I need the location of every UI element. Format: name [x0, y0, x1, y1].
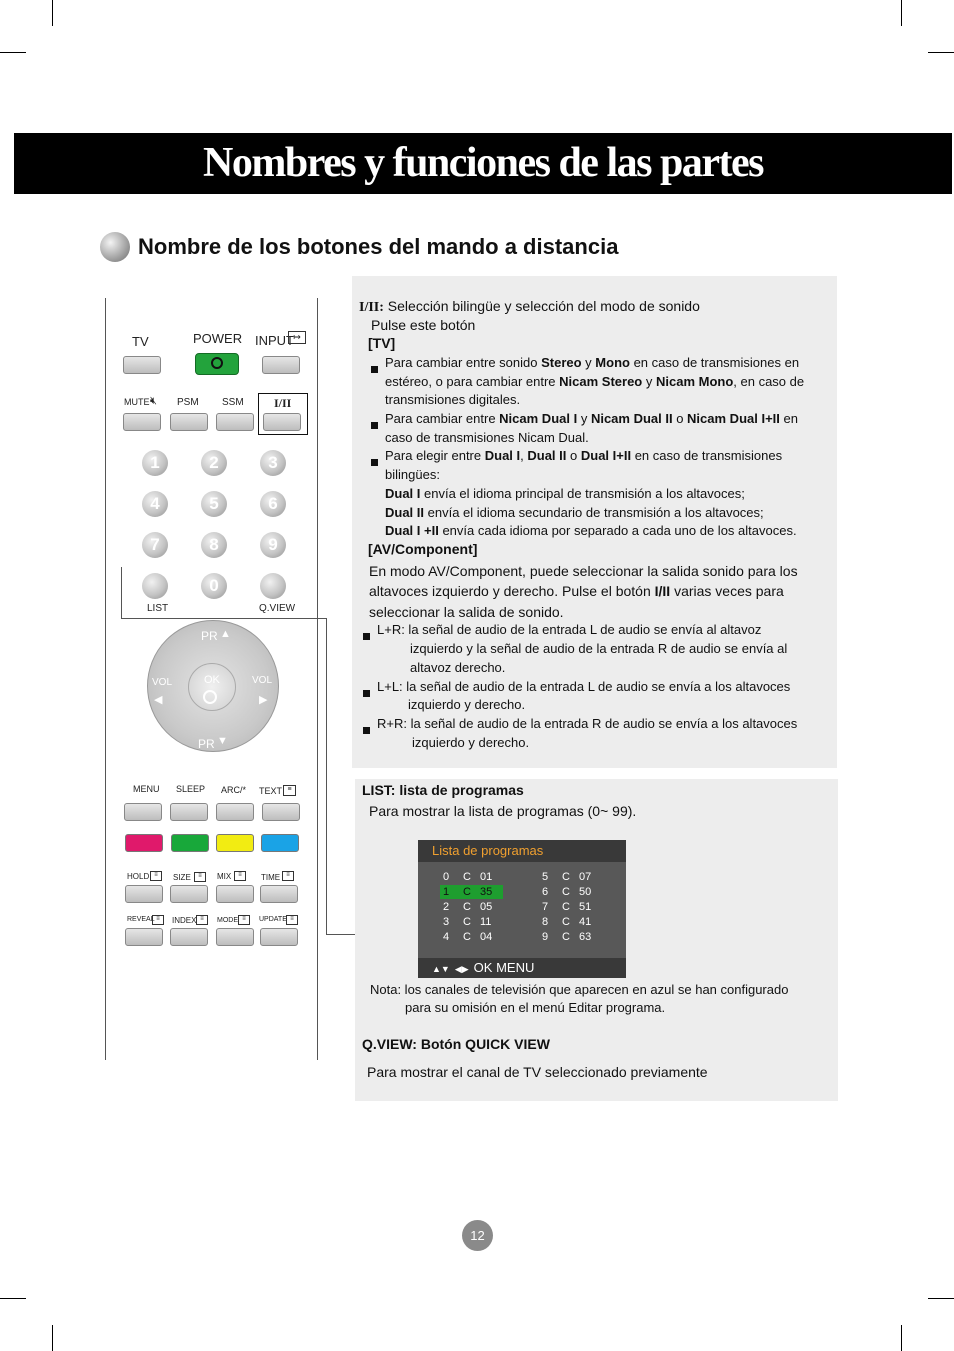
- osd-title: Lista de programas: [418, 840, 626, 862]
- list-button[interactable]: [142, 573, 168, 599]
- selected-row-highlight: [440, 885, 503, 899]
- text-span: varias veces para: [670, 583, 784, 599]
- text-span: estéreo, o para cambiar entre: [385, 374, 560, 389]
- program-cell: 9: [542, 931, 549, 943]
- index-label: INDEX: [172, 916, 197, 925]
- vol-right-label: VOL: [252, 675, 273, 686]
- power-icon: [211, 357, 223, 369]
- program-cell: 04: [480, 931, 493, 943]
- text-label: TEXT: [259, 786, 283, 796]
- program-cell: 5: [542, 871, 549, 883]
- reveal-icon: ≡: [152, 915, 164, 925]
- qview-button[interactable]: [260, 573, 286, 599]
- av-heading: [AV/Component]: [368, 541, 478, 557]
- text-span: Dual I: [484, 448, 521, 463]
- digit-4-button[interactable]: 4: [142, 491, 168, 517]
- tv-bullet-1: [385, 354, 799, 373]
- program-cell: 63: [579, 931, 592, 943]
- remote-edge-right: [317, 298, 318, 1060]
- power-label: POWER: [193, 331, 243, 346]
- ok-icon: [203, 690, 217, 704]
- size-icon: ≡: [194, 872, 206, 882]
- bullet-icon: [371, 366, 378, 373]
- text-span: Mono: [595, 355, 630, 370]
- vol-right-icon[interactable]: ▶: [259, 694, 268, 706]
- list-description: Para mostrar la lista de programas (0~ 99).: [369, 803, 637, 819]
- digit-8-button[interactable]: 8: [201, 532, 227, 558]
- bullet-icon: [363, 633, 370, 640]
- size-button[interactable]: [170, 885, 208, 903]
- menu-button[interactable]: [124, 803, 162, 821]
- text-span: en caso de transmisiones: [631, 448, 783, 463]
- program-cell: C: [463, 916, 471, 928]
- rr-line-2: izquierdo y derecho.: [412, 735, 530, 750]
- program-list-osd: [418, 840, 626, 978]
- digit-2-button[interactable]: 2: [201, 450, 227, 476]
- osd-footer: [418, 958, 626, 978]
- dual-label: I/II: [274, 396, 292, 410]
- dual-1-line: [385, 485, 745, 504]
- program-cell: 6: [542, 886, 549, 898]
- ok-label: OK: [204, 674, 220, 686]
- program-cell: C: [562, 931, 570, 943]
- program-cell: C: [463, 931, 471, 943]
- program-cell: 7: [542, 901, 549, 913]
- bullet-icon: [363, 727, 370, 734]
- text-span: Nicam Mono: [655, 374, 734, 389]
- time-label: TIME: [261, 873, 281, 882]
- tv-heading: [TV]: [368, 335, 396, 351]
- section-bullet-icon: [100, 232, 130, 262]
- note-line-1: Nota: los canales de televisión que aparecen en azul se han configurado: [370, 982, 789, 997]
- section-title: Nombre de los botones del mando a distancia: [138, 234, 619, 259]
- hold-icon: ≡: [150, 871, 162, 881]
- mix-label: MIX: [217, 872, 232, 881]
- crop-mark: [901, 1325, 902, 1351]
- text-span: o: [566, 448, 581, 463]
- ll-line-2: izquierdo y derecho.: [408, 697, 526, 712]
- program-cell: C: [463, 871, 471, 883]
- digit-1-button[interactable]: 1: [142, 450, 168, 476]
- digit-3-button[interactable]: 3: [260, 450, 286, 476]
- program-cell: 05: [480, 901, 493, 913]
- tv-bullet-3: [385, 447, 782, 466]
- list-callout-line: [326, 618, 327, 935]
- index-icon: ≡: [196, 915, 208, 925]
- psm-button[interactable]: [170, 413, 208, 431]
- text-span: Dual II: [527, 448, 567, 463]
- text-icon: ≡: [283, 785, 296, 796]
- tv-bullet-2-line-2: caso de transmisiones Nicam Dual.: [385, 430, 589, 445]
- text-span: Para elegir entre: [385, 448, 485, 463]
- mode-button[interactable]: [216, 928, 254, 946]
- page-title: Nombres y funciones de las partes: [203, 140, 763, 186]
- tv-bullet-1-line-3: transmisiones digitales.: [385, 392, 521, 407]
- pr-up-label: PR: [201, 629, 218, 643]
- crop-mark: [928, 52, 954, 53]
- time-icon: ≡: [282, 871, 294, 881]
- sleep-label: SLEEP: [176, 784, 206, 794]
- text-span: Nicam Dual II: [590, 411, 673, 426]
- program-cell: C: [463, 901, 471, 913]
- tv-button[interactable]: [123, 356, 161, 374]
- text-span: o: [672, 411, 688, 426]
- program-cell: 1: [443, 886, 450, 898]
- program-cell: 2: [443, 901, 450, 913]
- text-span: envía el idioma principal de transmisión a los altavoces;: [420, 486, 745, 501]
- text-span: y: [577, 411, 591, 426]
- size-label: SIZE: [173, 873, 191, 882]
- input-icon: ↦: [288, 331, 306, 344]
- program-cell: C: [463, 886, 471, 898]
- program-cell: 0: [443, 871, 450, 883]
- list-callout-line: [121, 618, 327, 619]
- text-span: en: [779, 411, 798, 426]
- crop-mark: [0, 1298, 26, 1299]
- text-span: y: [581, 355, 596, 370]
- digit-6-button[interactable]: 6: [260, 491, 286, 517]
- tv-bullet-3-line-2: bilingües:: [385, 467, 440, 482]
- green-button[interactable]: [171, 834, 209, 852]
- arc-button[interactable]: [216, 803, 254, 821]
- text-span: I/II: [654, 583, 671, 599]
- dual-line-1: [359, 297, 700, 317]
- ok-button[interactable]: [188, 663, 236, 711]
- dual-key: I/II:: [359, 300, 384, 315]
- bullet-icon: [371, 422, 378, 429]
- text-span: envía cada idioma por separado a cada uno de los altavoces.: [438, 523, 797, 538]
- list-heading: LIST: lista de programas: [362, 782, 524, 798]
- mute-button[interactable]: [123, 413, 161, 431]
- pr-down-label: PR: [198, 737, 215, 751]
- ll-line-1: L+L: la señal de audio de la entrada L de audio se envía a los altavoces: [377, 679, 791, 694]
- update-icon: ≡: [286, 915, 298, 925]
- mix-icon: ≡: [234, 871, 246, 881]
- av-line-2: [369, 582, 784, 601]
- time-button[interactable]: [260, 885, 298, 903]
- crop-mark: [928, 1298, 954, 1299]
- text-span: Nicam Dual I: [499, 411, 578, 426]
- text-span: altavoces izquierdo y derecho. Pulse el botón: [369, 583, 655, 599]
- red-button[interactable]: [125, 834, 163, 852]
- index-button[interactable]: [170, 928, 208, 946]
- mute-label: MUTE: [124, 397, 150, 407]
- text-span: Dual I: [385, 486, 421, 501]
- vol-left-label: VOL: [152, 677, 173, 688]
- rr-line-1: R+R: la señal de audio de la entrada R de audio se envía a los altavoces: [377, 716, 798, 731]
- digit-9-button[interactable]: 9: [260, 532, 286, 558]
- text-span: Nicam Dual I+II: [687, 411, 780, 426]
- tv-bullet-2: [385, 410, 798, 429]
- qview-description: Para mostrar el canal de TV seleccionado previamente: [367, 1064, 708, 1080]
- text-span: Nicam Stereo: [559, 374, 643, 389]
- list-callout-line: [121, 567, 122, 619]
- list-callout-line: [326, 934, 355, 935]
- update-label: UPDATE: [259, 916, 287, 923]
- text-button[interactable]: [262, 803, 300, 821]
- program-cell: C: [562, 901, 570, 913]
- crop-mark: [0, 52, 26, 53]
- program-cell: 4: [443, 931, 450, 943]
- crop-mark: [52, 1325, 53, 1351]
- mode-label: MODE: [217, 917, 238, 924]
- program-cell: 50: [579, 886, 592, 898]
- tv-label: TV: [132, 334, 149, 349]
- program-cell: 51: [579, 901, 592, 913]
- program-cell: 8: [542, 916, 549, 928]
- crop-mark: [901, 0, 902, 26]
- lr-line-1: L+R: la señal de audio de la entrada L de audio se envía al altavoz: [377, 622, 762, 637]
- program-cell: C: [562, 886, 570, 898]
- yellow-button[interactable]: [216, 834, 254, 852]
- program-cell: C: [562, 871, 570, 883]
- program-cell: 35: [480, 886, 493, 898]
- text-span: , en caso de: [733, 374, 805, 389]
- dual-2-line: [385, 504, 764, 523]
- text-span: Dual I+II: [580, 448, 632, 463]
- digit-7-button[interactable]: 7: [142, 532, 168, 558]
- vol-left-icon[interactable]: ◀: [154, 694, 163, 706]
- av-line-3: seleccionar la salida de sonido.: [369, 604, 564, 620]
- mode-icon: ≡: [238, 915, 250, 925]
- blue-button[interactable]: [261, 834, 299, 852]
- power-button[interactable]: [195, 353, 239, 375]
- tv-bullet-1-line-2: [385, 373, 804, 392]
- qview-label: Q.VIEW: [259, 603, 296, 614]
- ssm-label: SSM: [222, 397, 244, 408]
- hold-button[interactable]: [125, 885, 163, 903]
- program-cell: 11: [480, 916, 492, 928]
- page-number: 12: [462, 1220, 493, 1251]
- hold-label: HOLD: [127, 872, 150, 881]
- sleep-button[interactable]: [170, 803, 208, 821]
- av-line-1: En modo AV/Component, puede seleccionar la salida sonido para los: [369, 563, 798, 579]
- program-cell: 3: [443, 916, 450, 928]
- text-span: ,: [520, 448, 528, 463]
- mute-icon: 🔇︎: [150, 395, 157, 407]
- digit-5-button[interactable]: 5: [201, 491, 227, 517]
- osd-footer-text: OK MENU: [473, 960, 535, 975]
- arrow-keys-icon: ▲▼ ◀▶: [432, 964, 474, 974]
- dual-line-2: Pulse este botón: [371, 317, 476, 333]
- bullet-icon: [371, 459, 378, 466]
- text-span: envía el idioma secundario de transmisión a los altavoces;: [424, 505, 764, 520]
- dual-button-highlight: [258, 393, 308, 435]
- menu-label: MENU: [133, 784, 160, 794]
- program-cell: 07: [579, 871, 592, 883]
- crop-mark: [52, 0, 53, 26]
- program-cell: 41: [579, 916, 592, 928]
- text-span: Dual II: [385, 505, 425, 520]
- ssm-button[interactable]: [216, 413, 254, 431]
- text-span: Para cambiar entre sonido: [385, 355, 542, 370]
- program-cell: 01: [480, 871, 493, 883]
- lr-line-3: altavoz derecho.: [410, 660, 506, 675]
- text-span: y: [642, 374, 656, 389]
- pr-up-icon[interactable]: ▲: [220, 628, 231, 640]
- arc-label: ARC/*: [221, 785, 247, 795]
- input-button[interactable]: [262, 356, 300, 374]
- input-label: INPUT: [255, 333, 294, 348]
- dual-text: Selección bilingüe y selección del modo de sonido: [383, 298, 700, 314]
- bullet-icon: [363, 690, 370, 697]
- note-line-2: para su omisión en el menú Editar programa.: [405, 1000, 666, 1015]
- text-span: Dual I +II: [385, 523, 439, 538]
- program-cell: C: [562, 916, 570, 928]
- lr-line-2: izquierdo y la señal de audio de la entrada R de audio se envía al: [410, 641, 788, 656]
- text-span: Stereo: [541, 355, 582, 370]
- reveal-label: REVEAL: [127, 916, 155, 923]
- reveal-button[interactable]: [125, 928, 163, 946]
- list-label: LIST: [147, 603, 169, 614]
- psm-label: PSM: [177, 397, 199, 408]
- pr-down-icon[interactable]: ▼: [217, 735, 228, 747]
- text-span: Para cambiar entre: [385, 411, 500, 426]
- remote-edge-left: [105, 298, 106, 1060]
- qview-heading: Q.VIEW: Botón QUICK VIEW: [362, 1036, 550, 1052]
- mix-button[interactable]: [216, 885, 254, 903]
- title-banner: [14, 133, 952, 194]
- dual-3-line: [385, 522, 797, 541]
- digit-0-button[interactable]: 0: [201, 573, 227, 599]
- update-button[interactable]: [260, 928, 298, 946]
- text-span: en caso de transmisiones en: [629, 355, 800, 370]
